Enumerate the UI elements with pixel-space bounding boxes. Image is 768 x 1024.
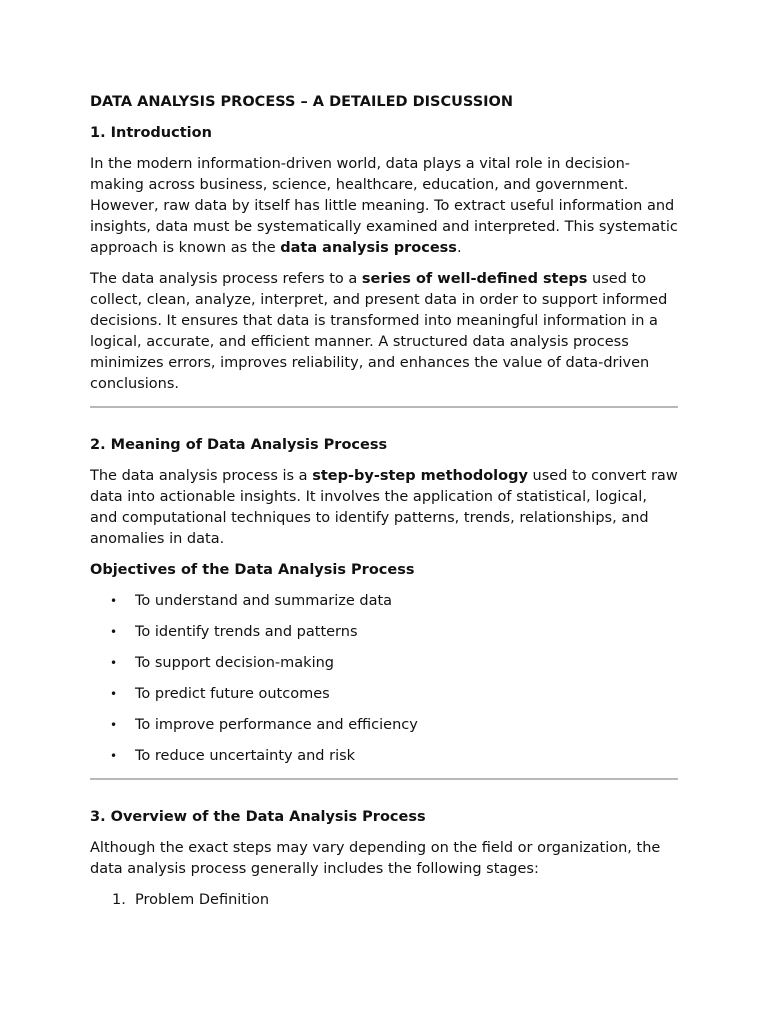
document-title: DATA ANALYSIS PROCESS – A DETAILED DISCUSSION: [90, 94, 514, 110]
text-run: used to collect, clean, analyze, interpret, and present data in order to support informed decisions. It ensures that data is transformed into meaningful information in a logical, accurate, and efficient manner. A structured data analysis process minimizes errors, improves reliability, and enhances the value of data-driven conclusions.: [90, 271, 668, 392]
bold-term: data analysis process: [280, 240, 457, 256]
objectives-heading: Objectives of the Data Analysis Process: [90, 562, 415, 578]
list-item: [90, 684, 678, 705]
list-number: 1.: [112, 892, 126, 908]
text-run: In the modern information-driven world, data plays a vital role in decision-making across business, science, healthcare, education, and government. However, raw data by itself has little meaning. To extract useful information and insights, data must be systematically examined and interpreted. This systematic approach is known as the: [90, 156, 678, 256]
list-item-text: To predict future outcomes: [135, 686, 330, 702]
bold-term: step-by-step methodology: [312, 468, 528, 484]
list-item-text: To identify trends and patterns: [135, 624, 358, 640]
stages-list: [90, 890, 678, 911]
bullet-icon: •: [110, 594, 118, 608]
text-run: used to convert raw data into actionable insights. It involves the application of statistical, logical, and computational techniques to identify patterns, trends, relationships, and anomalies in data.: [90, 468, 678, 547]
introduction-paragraph-1: [90, 154, 678, 259]
list-item-text: Problem Definition: [135, 892, 270, 908]
list-item-text: To support decision-making: [135, 655, 334, 671]
list-item: [90, 622, 678, 643]
bullet-icon: •: [110, 687, 118, 701]
list-item-text: To understand and summarize data: [135, 593, 393, 609]
section-heading-introduction: 1. Introduction: [90, 125, 212, 141]
section-divider: [90, 406, 678, 408]
objectives-list: [90, 591, 678, 767]
list-item-text: To reduce uncertainty and risk: [135, 748, 356, 764]
document-body: [90, 92, 678, 911]
list-item: [90, 746, 678, 767]
meaning-paragraph: [90, 466, 678, 550]
list-item: [90, 890, 678, 911]
section-divider: [90, 778, 678, 780]
text-run: The data analysis process refers to a: [90, 271, 362, 287]
introduction-paragraph-2: [90, 269, 678, 395]
list-item: [90, 715, 678, 736]
bullet-icon: •: [110, 656, 118, 670]
bullet-icon: •: [110, 625, 118, 639]
list-item: [90, 591, 678, 612]
section-heading-overview: 3. Overview of the Data Analysis Process: [90, 809, 426, 825]
bold-term: series of well-defined steps: [361, 271, 588, 287]
text-run: The data analysis process is a: [90, 468, 313, 484]
overview-paragraph: Although the exact steps may vary depending on the field or organization, the data analysis process generally includes the following stages:: [90, 840, 661, 877]
bullet-icon: •: [110, 749, 118, 763]
section-heading-meaning: 2. Meaning of Data Analysis Process: [90, 437, 388, 453]
text-run: .: [456, 240, 462, 256]
list-item: [90, 653, 678, 674]
bullet-icon: •: [110, 718, 118, 732]
list-item-text: To improve performance and efficiency: [135, 717, 418, 733]
